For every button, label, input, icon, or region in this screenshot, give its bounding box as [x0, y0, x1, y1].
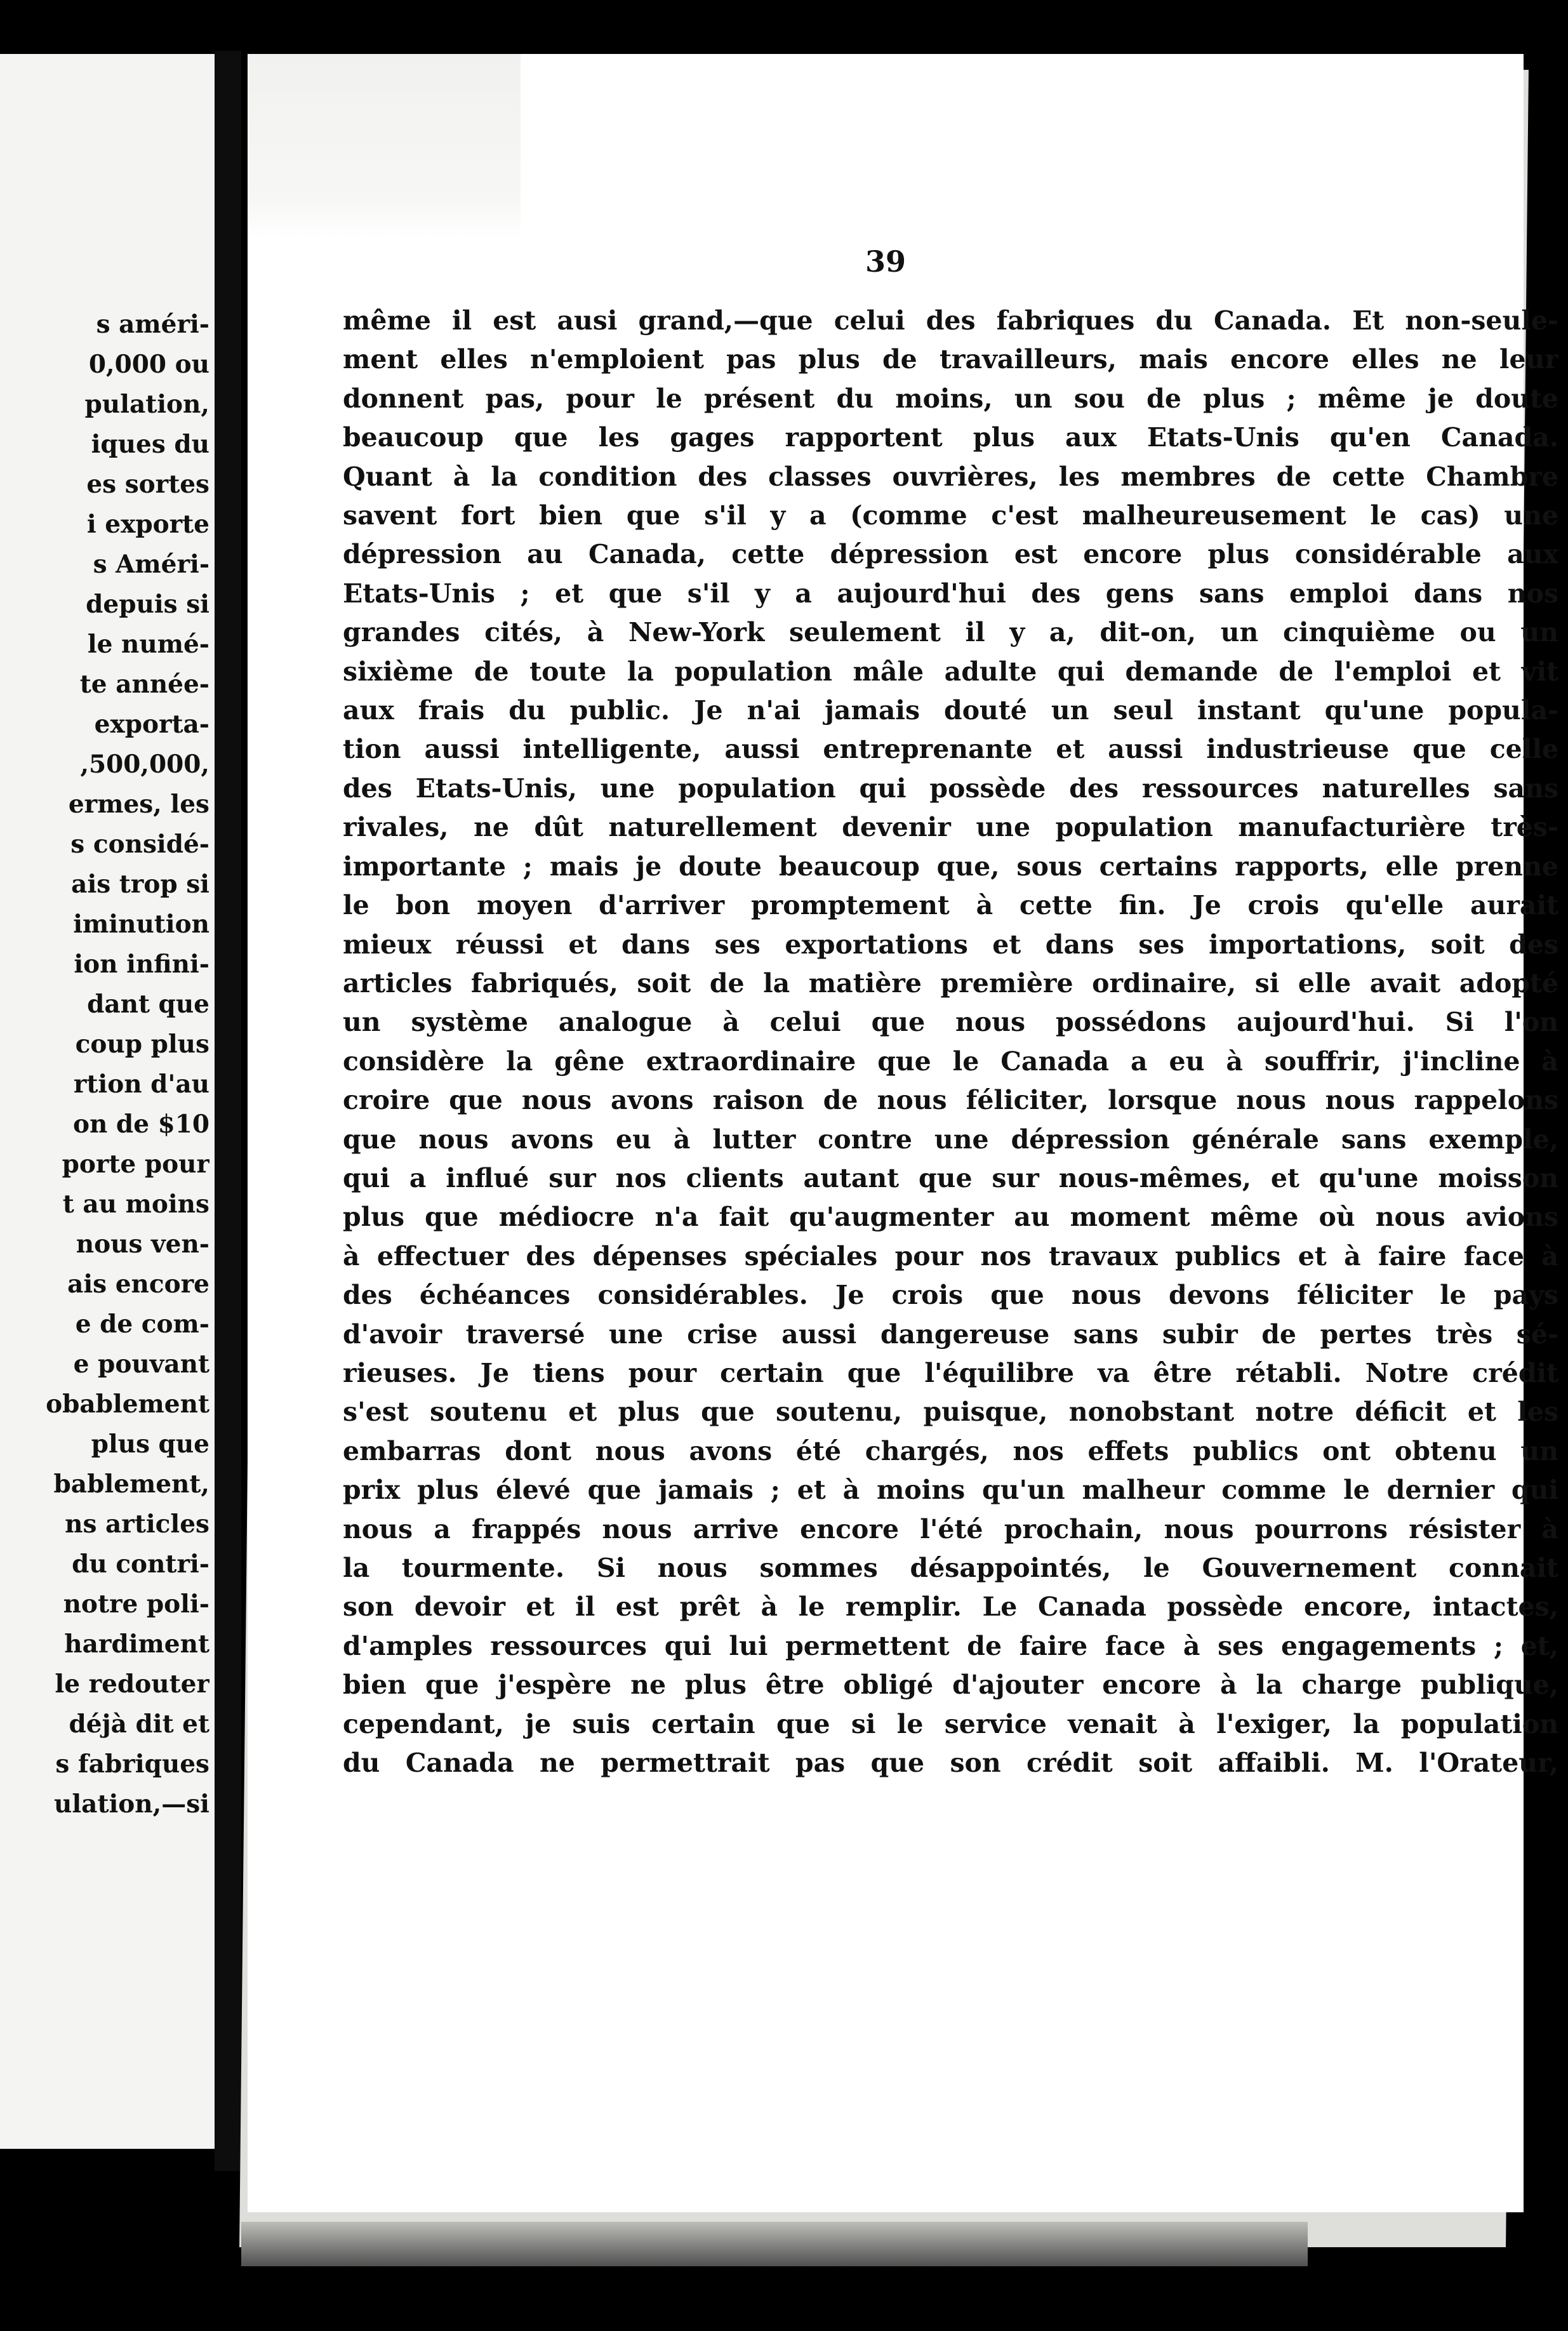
left-page-line: e pouvant	[73, 1350, 209, 1379]
text-line: qui a influé sur nos clients autant que sur nous-mêmes, et qu'une moisson	[343, 1162, 1558, 1193]
text-line: donnent pas, pour le présent du moins, un sou de plus ; même je doute	[343, 383, 1558, 414]
text-line: bien que j'espère ne plus être obligé d'ajouter encore à la charge publique,	[343, 1670, 1558, 1701]
left-page-line: ais trop si	[71, 870, 209, 899]
left-page-line: le numé-	[87, 630, 209, 659]
text-line: prix plus élevé que jamais ; et à moins qu'un malheur comme le dernier qui	[343, 1475, 1558, 1506]
text-line: le bon moyen d'arriver promptement à cette fin. Je crois qu'elle aurait	[343, 890, 1558, 921]
text-line: Quant à la condition des classes ouvrières, les membres de cette Chambre	[343, 461, 1558, 492]
left-page-line: exporta-	[94, 710, 209, 739]
text-line: Etats-Unis ; et que s'il y a aujourd'hui des gens sans emploi dans nos	[343, 578, 1558, 609]
left-page-line: ion infini-	[74, 950, 209, 979]
text-line: d'amples ressources qui lui permettent de faire face à ses engagements ; et,	[343, 1630, 1558, 1661]
text-line: à effectuer des dépenses spéciales pour nos travaux publics et à faire face à	[343, 1240, 1558, 1272]
text-line: rieuses. Je tiens pour certain que l'équilibre va être rétabli. Notre crédit	[343, 1357, 1558, 1388]
text-line: même il est ausi grand,—que celui des fabriques du Canada. Et non-seule-	[343, 305, 1558, 336]
left-page-line: iminution	[73, 910, 209, 939]
left-page-line: hardiment	[64, 1630, 209, 1659]
left-page-line: 0,000 ou	[88, 350, 209, 379]
text-line: rivales, ne dût naturellement devenir une population manufacturière très-	[343, 812, 1558, 843]
text-line: savent fort bien que s'il y a (comme c'est malheureusement le cas) une	[343, 500, 1558, 531]
left-page-line: s améri-	[96, 310, 209, 339]
right-page	[248, 54, 1558, 2212]
text-line: des échéances considérables. Je crois que nous devons féliciter le pays	[343, 1280, 1558, 1311]
left-page-line: obablement	[46, 1390, 209, 1419]
left-page-line: déjà dit et	[69, 1710, 209, 1739]
text-line: grandes cités, à New-York seulement il y a, dit-on, un cinquième ou un	[343, 617, 1558, 648]
left-page-text-column	[0, 305, 209, 1824]
text-line: importante ; mais je doute beaucoup que, sous certains rapports, elle prenne	[343, 851, 1558, 882]
left-page-line: rtion d'au	[73, 1070, 209, 1099]
text-line: un système analogue à celui que nous possédons aujourd'hui. Si l'on	[343, 1007, 1558, 1038]
text-line: que nous avons eu à lutter contre une dépression générale sans exemple,	[343, 1124, 1558, 1155]
text-line: sixième de toute la population mâle adulte qui demande de l'emploi et vit	[343, 656, 1558, 687]
text-line: tion aussi intelligente, aussi entreprenante et aussi industrieuse que celle	[343, 734, 1558, 765]
text-line: ment elles n'emploient pas plus de travailleurs, mais encore elles ne leur	[343, 344, 1558, 375]
left-page-line: du contri-	[72, 1550, 209, 1579]
text-line: cependant, je suis certain que si le service venait à l'exiger, la population	[343, 1708, 1558, 1739]
left-page-line: nous ven-	[76, 1230, 209, 1259]
left-page-line: dant que	[87, 990, 209, 1019]
text-line: beaucoup que les gages rapportent plus aux Etats-Unis qu'en Canada.	[343, 422, 1558, 453]
text-line: son devoir et il est prêt à le remplir. Le Canada possède encore, intactes,	[343, 1591, 1558, 1623]
page-bottom-edge	[241, 2222, 1308, 2266]
left-page-line: le redouter	[55, 1670, 209, 1699]
text-line: d'avoir traversé une crise aussi dangereuse sans subir de pertes très sé-	[343, 1318, 1558, 1350]
text-line: dépression au Canada, cette dépression est encore plus considérable aux	[343, 539, 1558, 570]
left-page-line: e de com-	[75, 1310, 209, 1339]
left-page-line: plus que	[91, 1430, 209, 1459]
text-line: s'est soutenu et plus que soutenu, puisque, nonobstant notre déficit et les	[343, 1397, 1558, 1428]
left-page-line: depuis si	[86, 590, 209, 619]
text-line: nous a frappés nous arrive encore l'été prochain, nous pourrons résister à	[343, 1513, 1558, 1544]
text-line: croire que nous avons raison de nous féliciter, lorsque nous nous rappelons	[343, 1085, 1558, 1116]
left-page-line: ,500,000,	[80, 750, 209, 779]
left-page-line: pulation,	[84, 390, 209, 419]
text-line: la tourmente. Si nous sommes désappointés, le Gouvernement connait	[343, 1553, 1558, 1583]
left-page-line: ns articles	[65, 1510, 209, 1539]
text-line: des Etats-Unis, une population qui possède des ressources naturelles sans	[343, 773, 1558, 804]
left-page-line: bablement,	[53, 1470, 209, 1499]
left-page-line: es sortes	[86, 470, 209, 499]
text-line: articles fabriqués, soit de la matière première ordinaire, si elle avait adopté	[343, 967, 1558, 999]
left-page-line: on de $10	[72, 1110, 209, 1139]
left-page-line: i exporte	[86, 510, 209, 539]
left-page-line: te année-	[79, 670, 209, 699]
text-line: considère la gêne extraordinaire que le Canada a eu à souffrir, j'incline à	[343, 1046, 1558, 1077]
text-line: embarras dont nous avons été chargés, nos effets publics ont obtenu un	[343, 1435, 1558, 1466]
left-page-line: ulation,—si	[54, 1790, 209, 1819]
text-line: aux frais du public. Je n'ai jamais douté un seul instant qu'une popula-	[343, 695, 1558, 726]
body-text	[343, 302, 1558, 1783]
left-page-line: coup plus	[75, 1030, 209, 1059]
text-line: du Canada ne permettrait pas que son crédit soit affaibli. M. l'Orateur,	[343, 1748, 1558, 1779]
left-page-line: ermes, les	[68, 790, 209, 819]
left-page-line: iques du	[91, 430, 209, 459]
left-page-line: porte pour	[62, 1150, 209, 1179]
text-line: plus que médiocre n'a fait qu'augmenter au moment même où nous avions	[343, 1202, 1558, 1233]
left-page	[0, 54, 216, 2149]
left-page-line: ais encore	[67, 1270, 209, 1299]
left-page-line: s fabriques	[55, 1750, 209, 1779]
page-number: 39	[865, 244, 906, 279]
left-page-line: s considé-	[70, 830, 209, 859]
text-line: mieux réussi et dans ses exportations et dans ses importations, soit des	[343, 929, 1558, 960]
left-page-line: s Améri-	[93, 550, 209, 579]
book-spine	[215, 51, 241, 2171]
page-fold	[248, 54, 521, 238]
left-page-line: notre poli-	[63, 1590, 209, 1619]
left-page-line: t au moins	[62, 1190, 209, 1219]
